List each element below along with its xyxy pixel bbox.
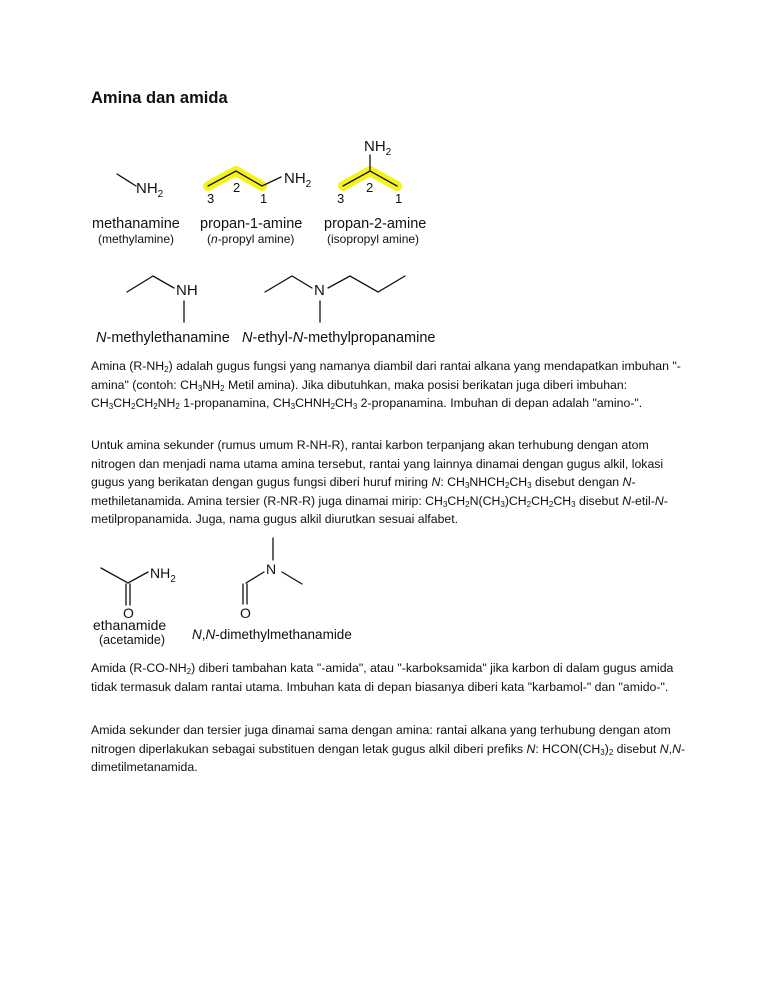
locant-3: 3 (207, 191, 215, 206)
locant-2: 2 (366, 180, 374, 195)
locant-3: 3 (337, 191, 345, 206)
ethanamide-name: ethanamide (93, 617, 167, 633)
paragraph-amina-sekunder: Untuk amina sekunder (rumus umum R-NH-R), rantai karbon terpanjang akan terhubung dengan atom nitrogen dan menjadi nama utama amina tersebut, rantai yang lainnya dinamai dengan gugus alkil, lokasi gugus yang berikatan dengan gugus fungsi diberi huruf miring N: $CH_3NHCH_2CH_3$ disebut dengan N-methiletanamida. Amina tersier (R-NR-R) juga dinamai mirip: $CH_3CH_2N(CH_3)CH_2CH_2CH_3$ disebut N-etil-N-metilpropanamida. Juga, nama gugus alkil diurutkan sesuai alfabet. (91, 438, 668, 526)
dimethylamide-n-label: N (266, 561, 277, 577)
page-title: Amina dan amida (91, 89, 228, 107)
paragraph-amina-intro: Amina $(R-NH_2)$ adalah gugus fungsi yang namanya diambil dari rantai alkana yang mendapatkan imbuhan "-amina" (contoh: $CH_3NH_2$ Metil amina). Jika dibutuhkan, maka posisi berikatan juga diberi imbuhan: $CH_3CH_2CH_2NH_2$ 1-propanamina, $CH_3CHNH_2CH_3$ 2-propanamina. Imbuhan di depan adalah "amino-". (91, 359, 681, 411)
ethanamide-o-label: O (123, 605, 134, 621)
methanamine-common: (methylamine) (98, 232, 175, 246)
methanamine-nh2-label: $NH_2$ (136, 180, 164, 200)
secondary-nh-label: NH (176, 282, 198, 299)
locant-1: 1 (260, 191, 268, 206)
paragraph-amida-intro: Amida $(R-CO-NH_2)$ diberi tambahan kata "-amida", atau "-karboksamida" jika karbon di dalam gugus amida tidak termasuk dalam rantai utama. Imbuhan kata di depan biasanya diberi kata "karbamol-" dan "amido-". (91, 661, 674, 694)
dimethylamide-o-label: O (240, 605, 251, 621)
tertiary-n-label: N (314, 282, 325, 299)
propan2-name: propan-2-amine (324, 216, 427, 232)
propan2-common: (isopropyl amine) (327, 232, 420, 246)
propan1-name: propan-1-amine (200, 216, 303, 232)
secondary-amine-name: N-methylethanamine (96, 330, 230, 346)
locant-2: 2 (233, 180, 241, 195)
locant-1: 1 (395, 191, 403, 206)
dimethylamide-name: N,N-dimethylmethanamide (192, 627, 352, 642)
propan1-common: (n-propyl amine) (207, 232, 295, 246)
propan1-nh2-label: $NH_2$ (284, 170, 312, 190)
methanamine-name: methanamine (92, 216, 180, 232)
propan2-nh2-label: $NH_2$ (364, 138, 392, 158)
paragraph-amida-sekunder: Amida sekunder dan tersier juga dinamai sama dengan amina: rantai alkana yang terhubung dengan atom nitrogen diperlakukan sebagai substituen dengan letak gugus alkil diberi prefiks N: $HCON(CH_3)_2$ disebut N,N-dimetilmetanamida. (91, 723, 686, 774)
tertiary-amine-name: N-ethyl-N-methylpropanamine (242, 330, 436, 346)
ethanamide-nh2-label: $NH_2$ (150, 565, 176, 585)
ethanamide-common: (acetamide) (99, 633, 165, 647)
